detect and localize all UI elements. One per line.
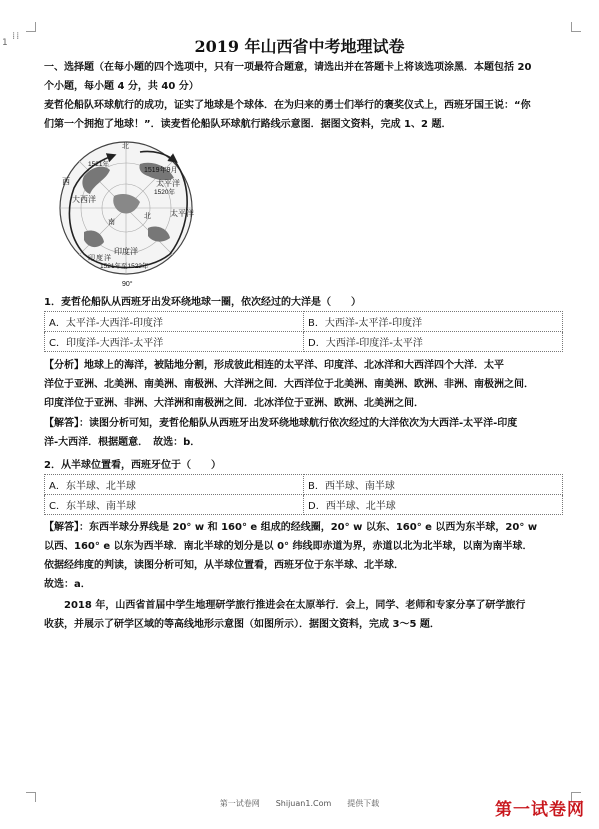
passage-study-trip <box>44 596 562 634</box>
drag-handle-icon[interactable]: ⁞⁞ <box>12 31 21 42</box>
q2-solution <box>44 518 562 594</box>
q1-solution <box>44 414 562 452</box>
map-label-atlantic: 大西洋 <box>72 195 96 204</box>
map-scale-label: 90° <box>122 281 133 288</box>
q1-analysis-line-1: 【分析】地球上的海洋，被陆地分割，形成彼此相连的太平洋、印度洋、北冰洋和大西洋四个大洋．太平 <box>44 360 504 371</box>
question-1-stem: 1．麦哲伦船队从西班牙出发环绕地球一圈，依次经过的大洋是（ ） <box>44 297 361 308</box>
map-year-3: 1521年 <box>88 161 109 168</box>
passage2-line-2: 收获，并展示了研学区域的等高线地形示意图（如图所示）．据图文资料，完成 3～5 题． <box>44 619 440 630</box>
map-label-north: 北 <box>144 213 151 220</box>
passage-line-2: 们第一个拥抱了地球！”．读麦哲伦船队环球航行路线示意图．据图文资料，完成 1、2 题． <box>44 119 452 130</box>
q2-option-d[interactable]: D．西半球、北半球 <box>304 495 563 515</box>
q1-option-d[interactable]: D．大西洋-印度洋-太平洋 <box>304 332 563 352</box>
map-north-label: 北 <box>122 143 129 150</box>
q2-option-a[interactable]: A．东半球、北半球 <box>45 475 304 495</box>
page-number-marker: 1 <box>2 38 8 48</box>
section-instructions <box>44 58 562 96</box>
map-label-du: 度 <box>96 255 103 262</box>
page-title: 2019 年山西省中考地理试卷 <box>194 37 405 56</box>
q1-option-a[interactable]: A．太平洋-大西洋-印度洋 <box>45 312 304 332</box>
q1-option-c[interactable]: C．印度洋-大西洋-太平洋 <box>45 332 304 352</box>
map-year-2: 1520年 <box>154 189 175 196</box>
q1-analysis-line-3: 印度洋位于亚洲、非洲、大洋洲和南极洲之间．北冰洋位于亚洲、欧洲、北美洲之间． <box>44 398 424 409</box>
map-year-1: 1519年9月 <box>144 167 178 174</box>
question-2-options <box>44 474 563 515</box>
map-label-west: 西 <box>62 177 70 186</box>
passage-magellan <box>44 96 562 134</box>
question-1-options <box>44 311 563 352</box>
section-line-1: 一、选择题（在每小题的四个选项中，只有一项最符合题意，请选出并在答题卡上将该选项涂黑．本题包括 20 <box>44 62 532 73</box>
map-label-south: 南 <box>108 219 115 226</box>
q2-solution-line-1: 【解答】：东西半球分界线是 20° w 和 160° e 组成的经线圈，20° w 以东、160° e 以西为东半球，20° w <box>44 522 538 533</box>
q1-analysis-line-2: 洋位于亚洲、北美洲、南美洲、南极洲、大洋洲之间．大西洋位于北美洲、南美洲、欧洲、非洲、南极洲之间． <box>44 379 534 390</box>
map-label-indian: 印度洋 <box>114 247 138 256</box>
magellan-route-map <box>44 136 214 288</box>
passage-line-1: 麦哲伦船队环球航行的成功，证实了地球是个球体．在为归来的勇士们举行的褒奖仪式上，西班牙国王说：“你 <box>44 100 531 111</box>
map-label-pacific-2: 太平洋 <box>170 209 194 218</box>
brand-logo: 第一试卷网 <box>495 800 585 820</box>
crop-mark-top-left <box>26 22 36 32</box>
question-2-stem: 2．从半球位置看，西班牙位于（ ） <box>44 460 221 471</box>
q2-option-c[interactable]: C．东半球、南半球 <box>45 495 304 515</box>
map-year-4: 1521年至1522年 <box>100 263 149 270</box>
q1-solution-line-2: 洋-大西洋．根据题意． 故选：b． <box>44 437 201 448</box>
map-label-yin: 印 <box>88 255 95 262</box>
map-label-pacific: 太平洋 <box>156 179 180 188</box>
q1-option-b[interactable]: B．大西洋-太平洋-印度洋 <box>304 312 563 332</box>
section-line-2: 个小题，每小题 4 分，共 40 分） <box>44 81 199 92</box>
q2-solution-line-3: 依据经纬度的判读，读图分析可知，从半球位置看，西班牙位于东半球、北半球． <box>44 560 404 571</box>
map-label-yang: 洋 <box>104 255 111 262</box>
q2-solution-line-2: 以西、160° e 以东为西半球．南北半球的划分是以 0° 纬线即赤道为界，赤道以北为北半球，以南为南半球． <box>44 541 533 552</box>
crop-mark-top-right <box>571 22 581 32</box>
page-footer: 第一试卷网 Shijuan1.Com 提供下载 <box>219 799 380 808</box>
q2-solution-line-4: 故选：a． <box>44 579 91 590</box>
q1-analysis <box>44 356 562 413</box>
passage2-line-1: 2018 年，山西省首届中学生地理研学旅行推进会在太原举行．会上，同学、老师和专家分享了研学旅行 <box>64 600 526 611</box>
q2-option-b[interactable]: B．西半球、南半球 <box>304 475 563 495</box>
q1-solution-line-1: 【解答】：读图分析可知，麦哲伦船队从西班牙出发环绕地球航行依次经过的大洋依次为大西洋-太平洋-印度 <box>44 418 518 429</box>
